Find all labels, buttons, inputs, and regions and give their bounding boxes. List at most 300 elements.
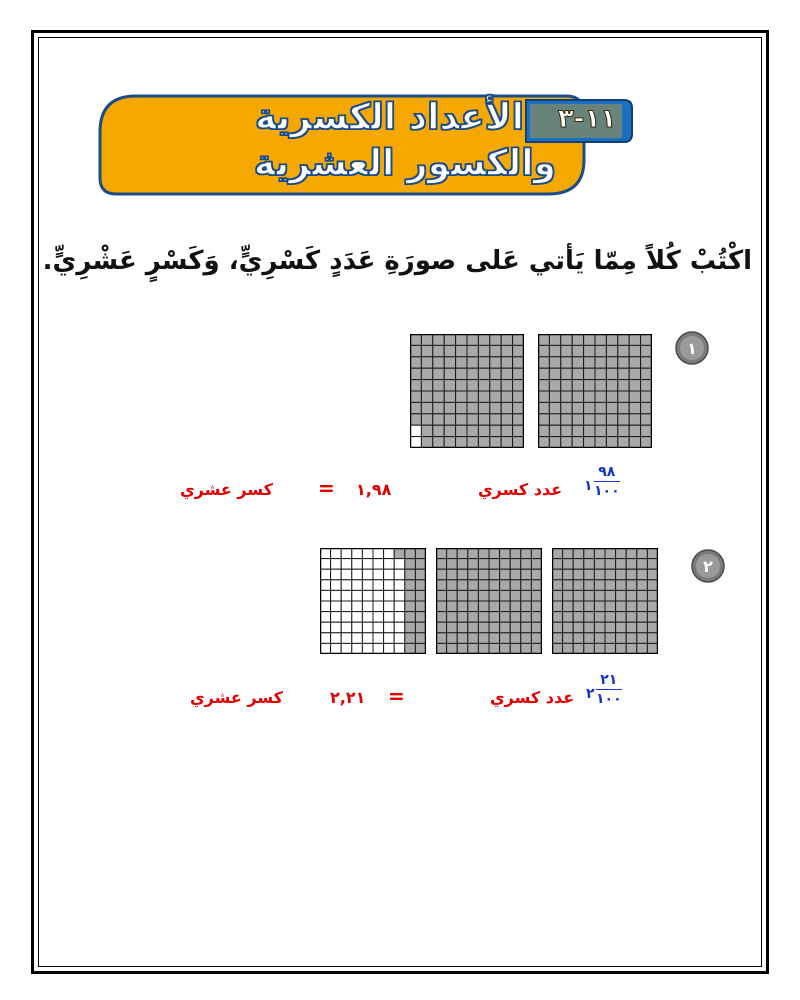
grid-cell-shaded [444,391,455,402]
grid-cell-empty [362,612,373,623]
grid-cell-shaded [478,601,489,612]
question-1-badge-number: ١ [687,339,697,358]
grid-cell-shaded [606,345,617,356]
hundred-grid-2-2 [436,548,542,654]
grid-cell-empty [341,590,352,601]
grid-cell-shaded [415,643,426,654]
grid-cell-shaded [618,437,629,448]
grid-cell-shaded [436,548,447,559]
grid-cell-shaded [531,590,542,601]
grid-cell-shaded [490,425,501,436]
grid-cell-shaded [584,601,595,612]
whole-number: ١ [584,478,593,494]
grid-cell-empty [331,569,342,580]
grid-cell-shaded [456,357,467,368]
grid-cell-empty [341,569,352,580]
grid-cell-empty [384,569,395,580]
grid-cell-shaded [421,345,432,356]
grid-cell-shaded [584,402,595,413]
grid-cell-shaded [637,601,648,612]
grid-cell-shaded [618,402,629,413]
grid-cell-shaded [641,425,652,436]
grid-cell-shaded [521,590,532,601]
grid-cell-shaded [521,548,532,559]
grid-cell-shaded [501,437,512,448]
grid-cell-shaded [626,622,637,633]
grid-cell-shaded [606,334,617,345]
grid-cell-shaded [626,580,637,591]
grid-cell-shaded [641,368,652,379]
grid-cell-shaded [444,380,455,391]
grid-cell-shaded [594,633,605,644]
grid-cell-empty [352,612,363,623]
grid-cell-shaded [415,622,426,633]
grid-cell-empty [384,601,395,612]
grid-cell-shaded [584,569,595,580]
grid-cell-shaded [467,345,478,356]
grid-cell-shaded [584,622,595,633]
grid-cell-shaded [478,414,489,425]
grid-cell-shaded [468,559,479,570]
grid-cell-shaded [489,548,500,559]
grid-cell-shaded [501,357,512,368]
grid-cell-shaded [629,402,640,413]
grid-cell-shaded [490,334,501,345]
grid-cell-shaded [500,548,511,559]
denominator: ١٠٠ [594,483,620,499]
grid-cell-shaded [410,368,421,379]
grid-cell-shaded [513,380,524,391]
grid-cell-shaded [421,334,432,345]
instruction-text: اكْتُبْ كُلاً مِمّا يَأتي عَلى صورَةِ عَدَدٍ كَسْرِيٍّ، وَكَسْرٍ عَشْرِيٍّ. [42,246,752,276]
grid-cell-shaded [563,633,574,644]
grid-cell-shaded [489,643,500,654]
grid-cell-shaded [563,601,574,612]
grid-cell-shaded [573,580,584,591]
grid-cell-shaded [457,548,468,559]
grid-cell-shaded [457,622,468,633]
grid-cell-shaded [629,357,640,368]
grid-cell-shaded [521,601,532,612]
grid-cell-shaded [538,334,549,345]
grid-cell-empty [384,590,395,601]
grid-cell-shaded [457,590,468,601]
grid-cell-shaded [552,601,563,612]
grid-cell-shaded [594,622,605,633]
grid-cell-shaded [549,414,560,425]
grid-cell-shaded [433,334,444,345]
grid-cell-shaded [584,380,595,391]
grid-cell-empty [341,612,352,623]
grid-cell-shaded [433,357,444,368]
grid-cell-shaded [605,559,616,570]
grid-cell-shaded [467,414,478,425]
grid-cell-shaded [584,548,595,559]
grid-cell-shaded [637,622,648,633]
grid-cell-shaded [468,590,479,601]
grid-cell-shaded [405,612,416,623]
grid-cell-shaded [513,425,524,436]
grid-cell-shaded [531,580,542,591]
grid-cell-shaded [510,548,521,559]
grid-cell-shaded [594,590,605,601]
grid-cell-shaded [563,643,574,654]
grid-cell-shaded [415,601,426,612]
grid-cell-empty [362,622,373,633]
grid-cell-shaded [647,601,658,612]
grid-cell-shaded [531,601,542,612]
grid-cell-shaded [561,391,572,402]
grid-cell-shaded [618,357,629,368]
grid-cell-shaded [433,425,444,436]
grid-cell-shaded [513,357,524,368]
grid-cell-shaded [538,391,549,402]
mixed-number-label: عدد كسري [478,480,563,499]
grid-cell-shaded [572,357,583,368]
grid-cell-shaded [606,437,617,448]
grid-cell-shaded [572,334,583,345]
grid-cell-shaded [447,601,458,612]
grid-cell-empty [373,590,384,601]
grid-cell-shaded [421,414,432,425]
grid-cell-shaded [584,580,595,591]
grid-cell-shaded [563,612,574,623]
grid-cell-shaded [521,633,532,644]
grid-cell-shaded [433,402,444,413]
grid-cell-shaded [647,548,658,559]
grid-cell-shaded [436,622,447,633]
grid-cell-shaded [436,601,447,612]
grid-cell-shaded [421,437,432,448]
grid-cell-shaded [415,633,426,644]
grid-cell-shaded [647,580,658,591]
grid-cell-empty [373,580,384,591]
grid-cell-shaded [629,391,640,402]
grid-cell-shaded [629,437,640,448]
grid-cell-shaded [457,643,468,654]
grid-cell-shaded [626,612,637,623]
grid-cell-shaded [563,622,574,633]
grid-cell-shaded [433,368,444,379]
grid-cell-shaded [478,633,489,644]
grid-cell-shaded [478,548,489,559]
grid-cell-empty [362,559,373,570]
grid-cell-shaded [436,643,447,654]
grid-cell-shaded [478,569,489,580]
grid-cell-shaded [606,357,617,368]
grid-cell-shaded [561,414,572,425]
grid-cell-empty [384,622,395,633]
grid-cell-shaded [561,334,572,345]
grid-cell-shaded [444,402,455,413]
grid-cell-shaded [594,559,605,570]
grid-cell-shaded [489,622,500,633]
grid-cell-shaded [490,391,501,402]
grid-cell-shaded [433,414,444,425]
grid-cell-shaded [415,580,426,591]
grid-cell-shaded [584,612,595,623]
grid-cell-empty [362,590,373,601]
grid-cell-empty [320,612,331,623]
grid-cell-shaded [500,612,511,623]
grid-cell-shaded [510,612,521,623]
grid-cell-shaded [629,414,640,425]
grid-cell-shaded [513,437,524,448]
grid-cell-shaded [478,643,489,654]
grid-cell-empty [341,559,352,570]
grid-cell-shaded [549,368,560,379]
grid-cell-shaded [421,402,432,413]
grid-cell-shaded [456,368,467,379]
grid-cell-shaded [444,368,455,379]
grid-cell-shaded [405,622,416,633]
grid-cell-empty [352,548,363,559]
grid-cell-shaded [444,414,455,425]
grid-cell-empty [394,622,405,633]
grid-cell-shaded [513,391,524,402]
grid-cell-empty [394,601,405,612]
grid-cell-shaded [606,402,617,413]
grid-cell-shaded [641,334,652,345]
grid-cell-shaded [584,643,595,654]
grid-cell-empty [320,559,331,570]
grid-cell-empty [320,590,331,601]
grid-cell-shaded [501,345,512,356]
grid-cell-empty [331,601,342,612]
grid-cell-empty [320,622,331,633]
grid-cell-shaded [415,559,426,570]
grid-cell-shaded [641,402,652,413]
grid-cell-empty [331,622,342,633]
grid-cell-empty [394,612,405,623]
grid-cell-shaded [618,345,629,356]
grid-cell-shaded [490,402,501,413]
grid-cell-shaded [552,622,563,633]
grid-cell-shaded [490,414,501,425]
grid-cell-shaded [594,601,605,612]
grid-cell-empty [373,612,384,623]
grid-cell-shaded [513,334,524,345]
grid-cell-empty [384,612,395,623]
grid-cell-empty [331,559,342,570]
grid-cell-shaded [489,612,500,623]
grid-cell-shaded [616,590,627,601]
grid-cell-shaded [468,548,479,559]
grid-cell-empty [362,643,373,654]
grid-cell-shaded [538,414,549,425]
grid-cell-shaded [618,334,629,345]
grid-cell-shaded [647,612,658,623]
grid-cell-shaded [629,334,640,345]
grid-cell-shaded [510,569,521,580]
grid-cell-empty [373,633,384,644]
grid-cell-shaded [595,345,606,356]
grid-cell-empty [352,633,363,644]
grid-cell-shaded [606,425,617,436]
grid-cell-shaded [405,633,416,644]
grid-cell-shaded [501,414,512,425]
grid-cell-shaded [500,590,511,601]
grid-cell-shaded [478,559,489,570]
grid-cell-shaded [510,633,521,644]
grid-cell-shaded [478,402,489,413]
grid-cell-empty [341,548,352,559]
grid-cell-shaded [433,380,444,391]
grid-cell-shaded [456,414,467,425]
grid-cell-empty [341,622,352,633]
grid-cell-shaded [616,559,627,570]
grid-cell-shaded [616,569,627,580]
grid-cell-empty [320,633,331,644]
grid-cell-shaded [616,633,627,644]
grid-cell-shaded [436,612,447,623]
decimal-value: ١,٩٨ [356,480,392,499]
grid-cell-shaded [447,643,458,654]
hundred-grid-2-3 [320,548,426,654]
grid-cell-shaded [421,380,432,391]
grid-cell-shaded [584,391,595,402]
grid-cell-empty [331,580,342,591]
hundred-grid-1-1 [538,334,652,448]
grid-cell-shaded [563,580,574,591]
question-1-badge [674,330,710,366]
grid-cell-shaded [572,414,583,425]
grid-cell-shaded [436,590,447,601]
grid-cell-shaded [552,612,563,623]
grid-cell-shaded [561,345,572,356]
grid-cell-shaded [521,569,532,580]
grid-cell-shaded [436,580,447,591]
grid-cell-shaded [595,414,606,425]
grid-cell-shaded [626,559,637,570]
lesson-banner [96,90,636,200]
denominator: ١٠٠ [596,691,622,707]
grid-cell-shaded [489,601,500,612]
grid-cell-shaded [421,368,432,379]
hundred-grid-2-1 [552,548,658,654]
grid-cell-shaded [490,357,501,368]
grid-cell-shaded [456,380,467,391]
grid-cell-shaded [626,633,637,644]
grid-cell-shaded [572,437,583,448]
grid-cell-shaded [521,612,532,623]
grid-cell-shaded [606,368,617,379]
grid-cell-shaded [500,569,511,580]
grid-cell-shaded [531,548,542,559]
grid-cell-empty [410,437,421,448]
grid-cell-shaded [444,357,455,368]
grid-cell-shaded [594,612,605,623]
grid-cell-shaded [531,643,542,654]
grid-cell-shaded [626,590,637,601]
grid-cell-empty [320,569,331,580]
grid-cell-empty [341,580,352,591]
grid-cell-shaded [637,612,648,623]
grid-cell-shaded [549,380,560,391]
grid-cell-shaded [531,622,542,633]
lesson-number: ١١-٣ [557,104,617,134]
grid-cell-shaded [410,391,421,402]
grid-cell-shaded [549,391,560,402]
grid-cell-shaded [444,345,455,356]
grid-cell-shaded [594,580,605,591]
grid-cell-shaded [410,402,421,413]
grid-cell-empty [384,559,395,570]
grid-cell-shaded [447,580,458,591]
grid-cell-shaded [478,380,489,391]
grid-cell-shaded [489,559,500,570]
grid-cell-shaded [552,590,563,601]
grid-cell-shaded [433,345,444,356]
grid-cell-shaded [447,548,458,559]
grid-cell-shaded [584,368,595,379]
grid-cell-shaded [606,391,617,402]
grid-cell-shaded [595,334,606,345]
grid-cell-shaded [584,414,595,425]
grid-cell-shaded [500,580,511,591]
grid-cell-shaded [447,569,458,580]
grid-cell-shaded [513,345,524,356]
grid-cell-shaded [531,559,542,570]
grid-cell-shaded [647,559,658,570]
grid-cell-shaded [410,345,421,356]
grid-cell-shaded [595,380,606,391]
grid-cell-empty [394,569,405,580]
grid-cell-shaded [457,559,468,570]
grid-cell-shaded [538,402,549,413]
grid-cell-shaded [538,357,549,368]
grid-cell-shaded [641,357,652,368]
grid-cell-shaded [478,437,489,448]
grid-cell-shaded [605,601,616,612]
grid-cell-shaded [561,437,572,448]
grid-cell-shaded [405,569,416,580]
grid-cell-shaded [616,643,627,654]
grid-cell-empty [384,548,395,559]
grid-cell-shaded [500,559,511,570]
grid-cell-empty [341,643,352,654]
grid-cell-shaded [573,590,584,601]
grid-cell-shaded [521,622,532,633]
grid-cell-shaded [510,643,521,654]
grid-cell-shaded [478,612,489,623]
grid-cell-shaded [641,414,652,425]
grid-cell-shaded [641,380,652,391]
grid-cell-empty [331,633,342,644]
grid-cell-shaded [605,590,616,601]
grid-cell-shaded [521,643,532,654]
grid-cell-shaded [584,334,595,345]
grid-cell-shaded [549,425,560,436]
grid-cell-shaded [573,601,584,612]
grid-cell-shaded [501,391,512,402]
grid-cell-shaded [595,402,606,413]
grid-cell-shaded [647,633,658,644]
grid-cell-shaded [629,345,640,356]
decimal-label: كسر عشري [190,688,283,707]
grid-cell-shaded [478,622,489,633]
grid-cell-shaded [563,548,574,559]
grid-cell-shaded [478,590,489,601]
grid-cell-shaded [457,580,468,591]
grid-cell-empty [394,633,405,644]
grid-cell-shaded [531,633,542,644]
grid-cell-shaded [538,368,549,379]
grid-cell-empty [320,643,331,654]
grid-cell-shaded [510,559,521,570]
grid-cell-shaded [405,590,416,601]
grid-cell-empty [320,548,331,559]
